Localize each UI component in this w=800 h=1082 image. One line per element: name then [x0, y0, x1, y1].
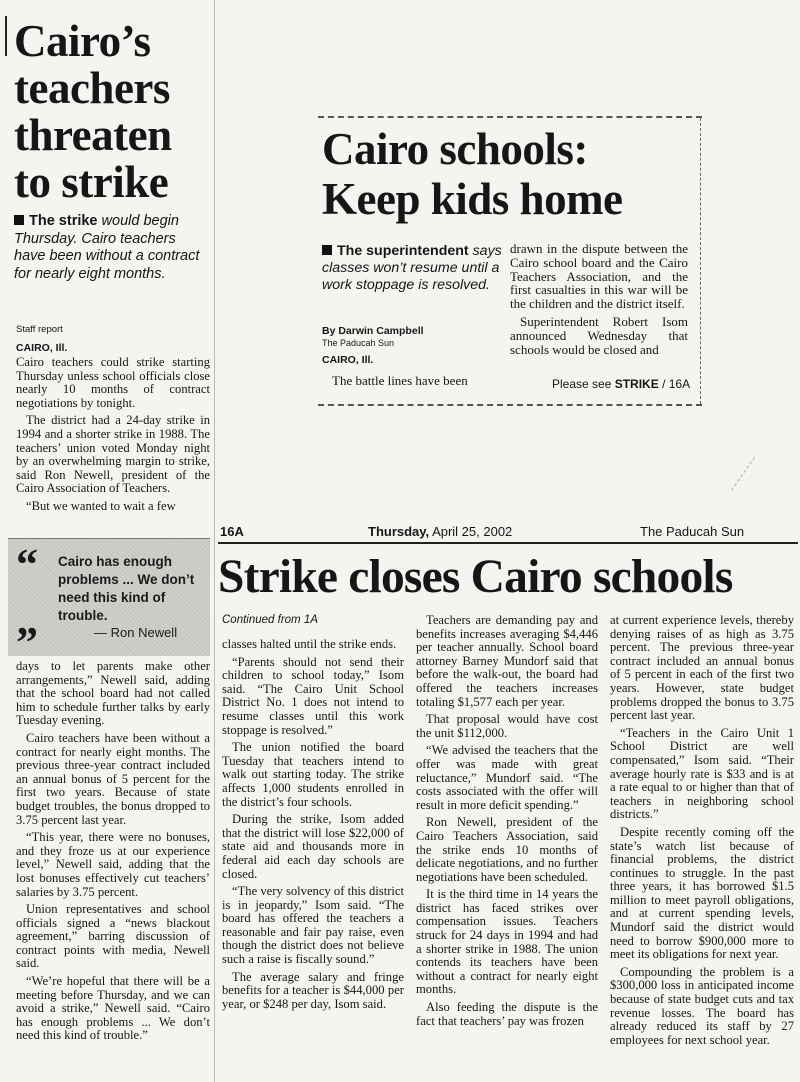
left-story-credit: Staff report: [16, 324, 63, 335]
box-deck-text: says classes won’t resume until a work stoppage is resolved.: [322, 243, 502, 294]
main-story-headline: Strike closes Cairo schools: [218, 551, 733, 603]
page-date-text: April 25, 2002: [429, 524, 513, 539]
paragraph: Despite recently coming off the state’s watch list because of financial problems, the district continues to struggle. In the past three years, it has borrowed $1.5 million to meet payroll obligations, and at current spending levels, Mundorf said the district would need to borrow $900,000 more to meet its obligations for next year.: [610, 824, 794, 962]
paragraph: Also feeding the dispute is the fact that teachers’ pay was frozen: [416, 1000, 598, 1028]
headline-rule: [5, 16, 7, 56]
jump-page: / 16A: [658, 377, 691, 391]
paragraph: The district had a 24-day strike in 1994 and a shorter strike in 1988. The teachers’ union voted Monday night by an overwhelming margin to strike, said Ron Newell, president of the Cairo Association of Teachers.: [16, 413, 210, 496]
pull-quote-attribution: — Ron Newell: [94, 625, 178, 640]
close-quote-icon: ”: [16, 618, 38, 667]
continued-from: Continued from 1A: [222, 614, 318, 626]
left-story-headline: Cairo’s teachers threaten to strike: [14, 16, 172, 207]
box-story-dateline: CAIRO, Ill.: [322, 354, 374, 366]
paragraph: During the strike, Isom added that the district will lose $22,000 of state aid and thousands more in federal aid each day schools are closed.: [222, 812, 404, 881]
paragraph: Teachers are demanding pay and benefits increases averaging $4,446 per teacher annually. School board attorney Barney Mundorf said that before the walk-out, the board had offered the teachers increases totaling $1,577 each per year.: [416, 613, 598, 709]
paragraph: classes halted until the strike ends.: [222, 637, 397, 651]
box-story-column-1: [322, 374, 500, 392]
box-story-headline: Cairo schools: Keep kids home: [322, 124, 623, 224]
left-story-column-bottom: [16, 660, 210, 1047]
box-story-column-2: [510, 242, 688, 360]
page-day: Thursday,: [368, 524, 430, 539]
main-story-column-1: [222, 638, 404, 1015]
paragraph: Cairo teachers could strike starting Thursday unless school officials close nearly 10 months of contract negotiations by tonight.: [16, 355, 210, 410]
main-story-column-2: [416, 614, 598, 1032]
left-story-column-top: [16, 356, 210, 518]
box-deck-lead: The superintendent: [337, 243, 469, 259]
paragraph: The battle lines have been: [332, 373, 468, 388]
paragraph: “Teachers in the Cairo Unit 1 School District are well compensated,” Isom said. “Their average hourly rate is $33 and is at a rate equal to or higher than that of teachers in neighboring school districts.”: [610, 725, 794, 822]
paragraph: The union notified the board Tuesday that teachers intend to walk out starting today. The strike affects 1,000 students enrolled in the district’s four schools.: [222, 740, 404, 809]
paragraph: Union representatives and school officials signed a “news blackout agreement,” barring discussion of contract points with media, Newell said.: [16, 902, 210, 971]
main-story-column-3: [610, 614, 794, 1051]
paragraph: days to let parents make other arrangements,” Newell said, adding that the school board had not called him to schedule further talks by early Tuesday evening.: [16, 659, 210, 728]
page-mark: [731, 457, 779, 507]
box-border-top: [318, 116, 702, 118]
paragraph: Compounding the problem is a $300,000 loss in anticipated income because of state budget cuts and tax revenue losses. The board has already reduced its staff by 27 employees for next school year.: [610, 964, 794, 1047]
paragraph: drawn in the dispute between the Cairo school board and the Cairo Teachers Association, and the first casualties in this war will be the children and the district itself.: [510, 241, 688, 312]
paragraph: That proposal would have cost the unit $112,000.: [416, 712, 598, 740]
paragraph: It is the third time in 14 years the district has faced strikes over compensation issues. Teachers struck for 24 days in 1994 and had a shorter strike in 1988. The union contends its teachers have been without a contract for nearly eight months.: [416, 887, 598, 997]
pull-quote: [8, 538, 210, 667]
paragraph: The average salary and fringe benefits for a teacher is $44,000 per year, or $248 per day, Isom said.: [222, 969, 404, 1011]
bullet-square-icon: [322, 245, 332, 255]
box-story-byline: By Darwin Campbell: [322, 325, 424, 337]
page-date: [368, 524, 512, 539]
newspaper-name: The Paducah Sun: [640, 524, 745, 539]
paragraph: Cairo teachers have been without a contract for nearly eight months. The previous three-year contract included an annual bonus of 5 percent for the first two years. Because of state budget troubles, the bonus dropped to 3.75 percent last year.: [16, 730, 210, 827]
jump-word: STRIKE: [614, 377, 659, 391]
box-border-right: [700, 118, 701, 404]
left-deck-text: would begin Thursday. Cairo teachers have been without a contract for nearly eight months.: [14, 213, 200, 282]
bullet-square-icon: [14, 215, 24, 225]
jump-prefix: Please see: [552, 377, 615, 391]
paragraph: “But we wanted to wait a few: [26, 498, 176, 513]
page-header-rule: [218, 542, 798, 544]
paragraph: at current experience levels, thereby denying raises of as high as 3.75 percent. The previous three-year contract included an annual bonus of 5 percent in each of the first two years. However, state budget problems dropped the bonus to 3.75 percent last year.: [610, 613, 794, 723]
paragraph: “We’re hopeful that there will be a meeting before Thursday, and we can avoid a strike,” Newell said. “Cairo has enough problems ... We don’t need this kind of trouble.”: [16, 974, 210, 1043]
jump-line: [552, 377, 690, 391]
open-quote-icon: “: [16, 540, 38, 589]
left-story-dateline: CAIRO, Ill.: [16, 342, 68, 354]
pull-quote-text: Cairo has enough problems ... We don’t need this kind of trouble.: [58, 554, 195, 623]
box-story-byline-org: The Paducah Sun: [322, 338, 395, 348]
paragraph: “Parents should not send their children to school today,” Isom said. “The Cairo Unit School District No. 1 does not intend to resume classes until this work stoppage is resolved.”: [222, 654, 404, 737]
paragraph: Ron Newell, president of the Cairo Teachers Association, said the strike ends 10 months of delicate negotiations, and no further negotiations have been scheduled.: [416, 815, 598, 884]
paragraph: Superintendent Robert Isom announced Wednesday that schools would be closed and: [510, 313, 688, 357]
left-story-deck: [14, 213, 210, 283]
page-number: 16A: [220, 524, 244, 539]
paragraph: “The very solvency of this district is in jeopardy,” Isom said. “The board has offered the teachers a reasonable and fair pay raise, even though the district does not believe such a raise is fiscally sound.”: [222, 884, 404, 967]
column-divider: [214, 0, 215, 1082]
left-deck-lead: The strike: [29, 213, 98, 229]
box-border-bottom: [318, 404, 702, 406]
box-story-deck: [322, 243, 502, 295]
paragraph: “This year, there were no bonuses, and they froze us at our experience level,” Newell said, adding that the lost bonuses effectively cut teachers’ salaries by 3.75 percent.: [16, 830, 210, 899]
paragraph: “We advised the teachers that the offer was made with great reluctance,” Mundorf said. “The costs associated with the offer will result in more deficit spending.”: [416, 743, 598, 812]
